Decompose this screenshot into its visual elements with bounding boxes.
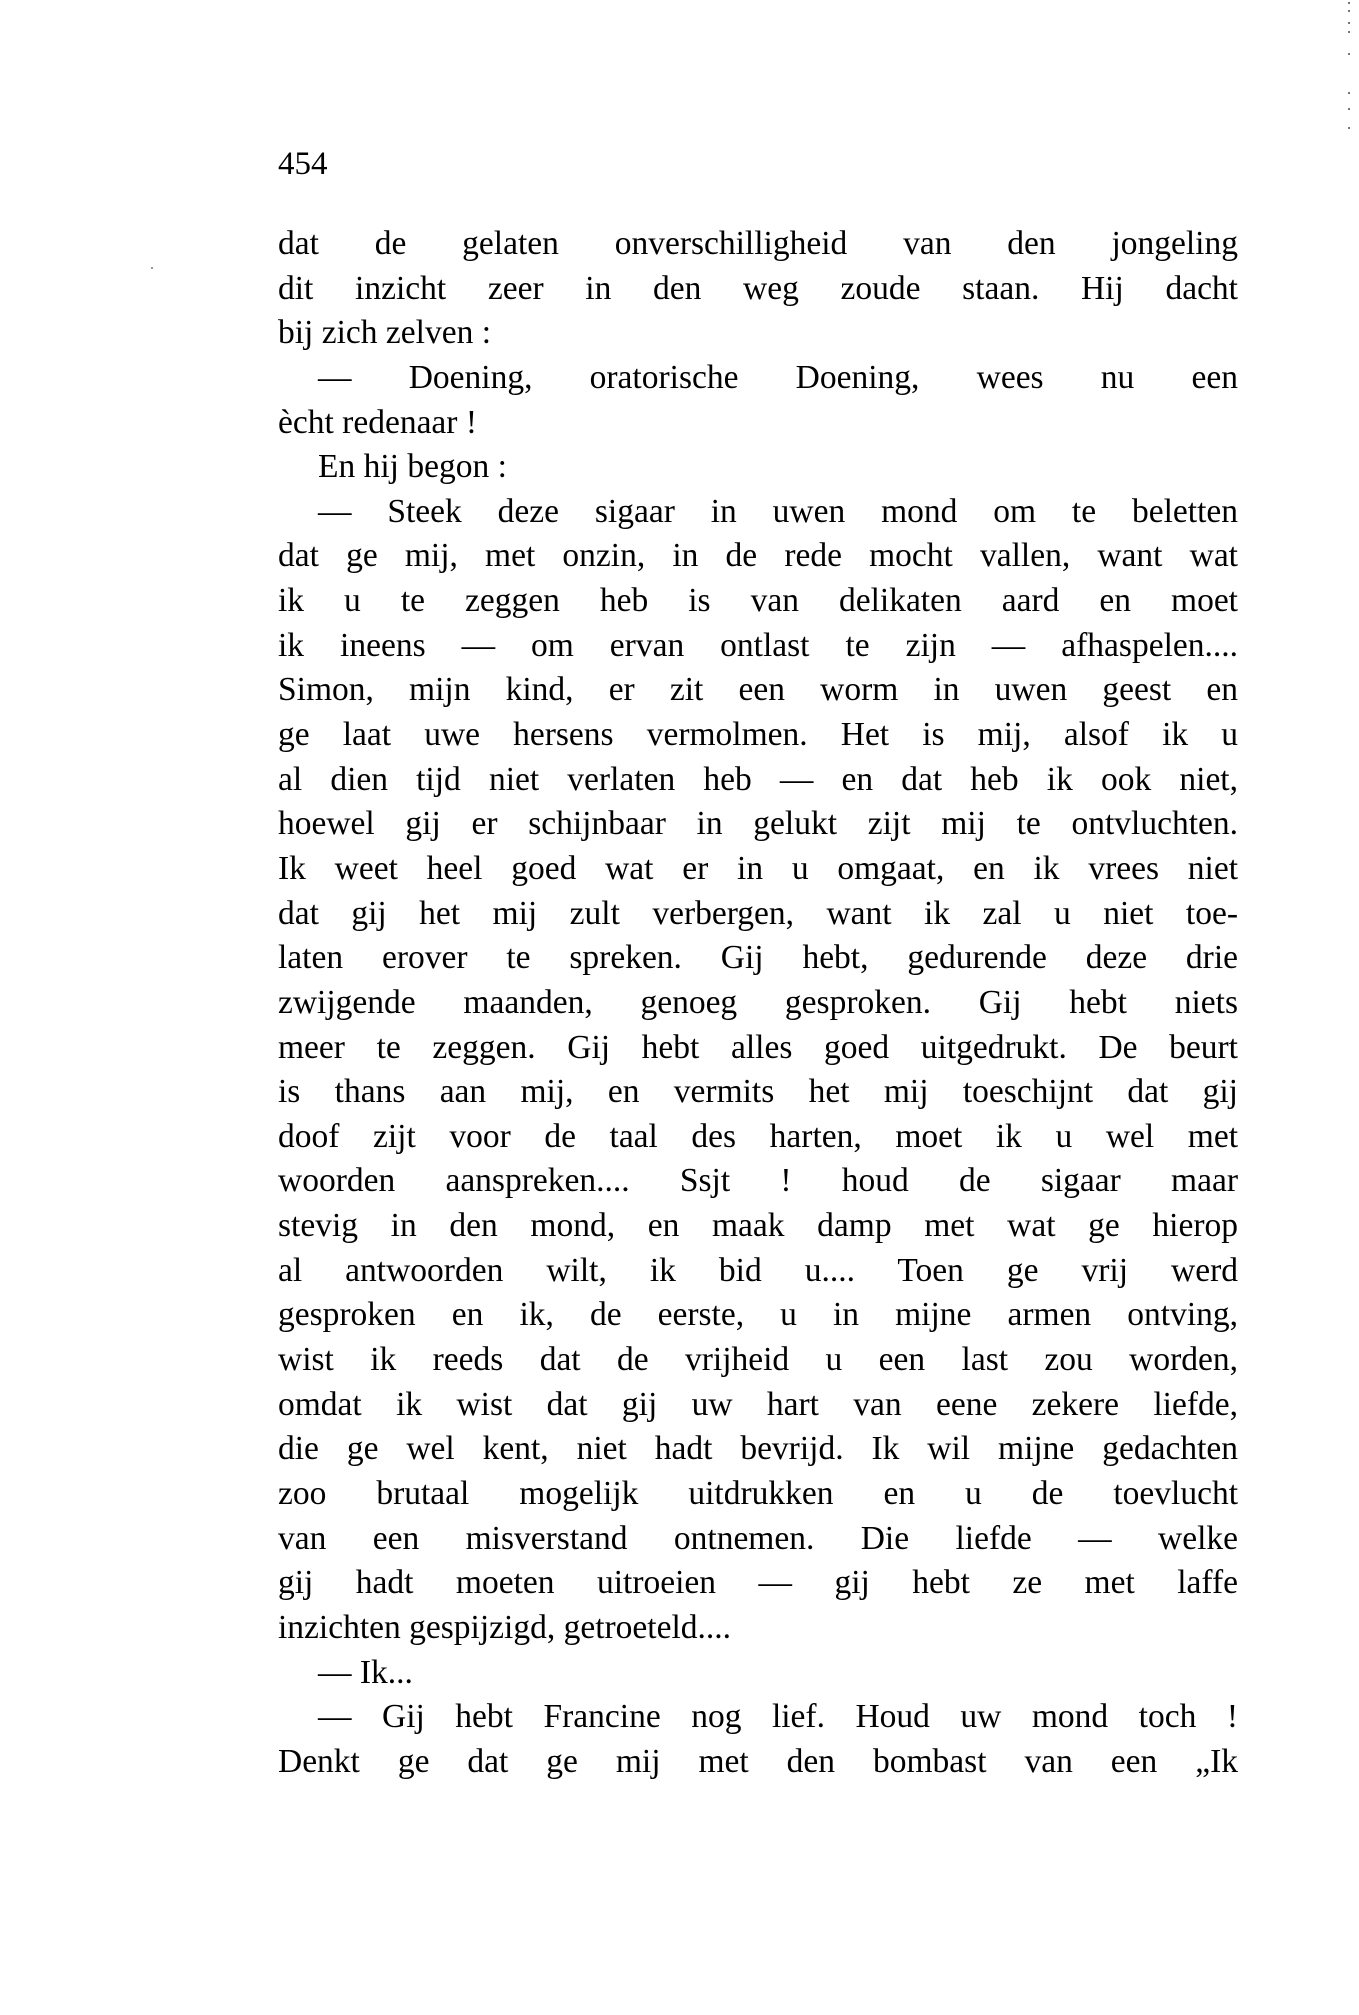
text-line: dat gij het mij zult verbergen, want ik zal u niet toe-: [278, 894, 1238, 932]
text-line: bij zich zelven :: [278, 314, 492, 352]
dialogue-line: — Steek deze sigaar in uwen mond om te beletten: [318, 492, 1238, 530]
text-line: omdat ik wist dat gij uw hart van eene zekere liefde,: [278, 1385, 1238, 1423]
text-line: zoo brutaal mogelijk uitdrukken en u de toevlucht: [278, 1474, 1238, 1512]
page-number: 454: [278, 146, 328, 182]
text-line: ècht redenaar !: [278, 403, 477, 441]
text-line: van een misverstand ontnemen. Die liefde — welke: [278, 1519, 1238, 1557]
scan-artifact: [151, 267, 153, 269]
text-line: zwijgende maanden, genoeg gesproken. Gij hebt niets: [278, 983, 1238, 1021]
text-line: Denkt ge dat ge mij met den bombast van een „Ik: [278, 1742, 1238, 1780]
text-line: woorden aanspreken.... Ssjt ! houd de sigaar maar: [278, 1162, 1238, 1200]
text-line: al antwoorden wilt, ik bid u.... Toen ge vrij werd: [278, 1251, 1238, 1289]
text-line: is thans aan mij, en vermits het mij toeschijnt dat gij: [278, 1073, 1238, 1111]
text-line: dit inzicht zeer in den weg zoude staan. Hij dacht: [278, 269, 1238, 307]
text-line: meer te zeggen. Gij hebt alles goed uitgedrukt. De beurt: [278, 1028, 1238, 1066]
text-line: ge laat uwe hersens vermolmen. Het is mij, alsof ik u: [278, 716, 1238, 754]
text-line: gij hadt moeten uitroeien — gij hebt ze met laffe: [278, 1564, 1238, 1602]
dialogue-line: — Ik...: [318, 1653, 413, 1691]
text-line: doof zijt voor de taal des harten, moet ik u wel met: [278, 1117, 1238, 1155]
scan-artifacts: [1348, 0, 1350, 140]
paragraph-start-line: En hij begon :: [318, 448, 507, 486]
text-line: die ge wel kent, niet hadt bevrijd. Ik wil mijne gedachten: [278, 1430, 1238, 1468]
text-line: dat ge mij, met onzin, in de rede mocht vallen, want wat: [278, 537, 1238, 575]
text-line: dat de gelaten onverschilligheid van den jongeling: [278, 225, 1238, 262]
body-text: [278, 222, 1238, 1784]
dialogue-line: — Gij hebt Francine nog lief. Houd uw mond toch !: [318, 1698, 1238, 1736]
text-line: ik u te zeggen heb is van delikaten aard en moet: [278, 582, 1238, 620]
text-line: Simon, mijn kind, er zit een worm in uwen geest en: [278, 671, 1238, 709]
text-line: stevig in den mond, en maak damp met wat ge hierop: [278, 1207, 1238, 1245]
text-line: Ik weet heel goed wat er in u omgaat, en ik vrees niet: [278, 849, 1238, 887]
text-line: al dien tijd niet verlaten heb — en dat heb ik ook niet,: [278, 760, 1238, 798]
text-line: laten erover te spreken. Gij hebt, gedurende deze drie: [278, 939, 1238, 977]
dialogue-line: — Doening, oratorische Doening, wees nu een: [318, 358, 1238, 396]
text-line: gesproken en ik, de eerste, u in mijne armen ontving,: [278, 1296, 1238, 1334]
text-line: inzichten gespijzigd, getroeteld....: [278, 1608, 732, 1646]
text-line: hoewel gij er schijnbaar in gelukt zijt mij te ontvluchten.: [278, 805, 1238, 843]
text-line: ik ineens — om ervan ontlast te zijn — afhaspelen....: [278, 626, 1238, 664]
text-line: wist ik reeds dat de vrijheid u een last zou worden,: [278, 1341, 1238, 1379]
